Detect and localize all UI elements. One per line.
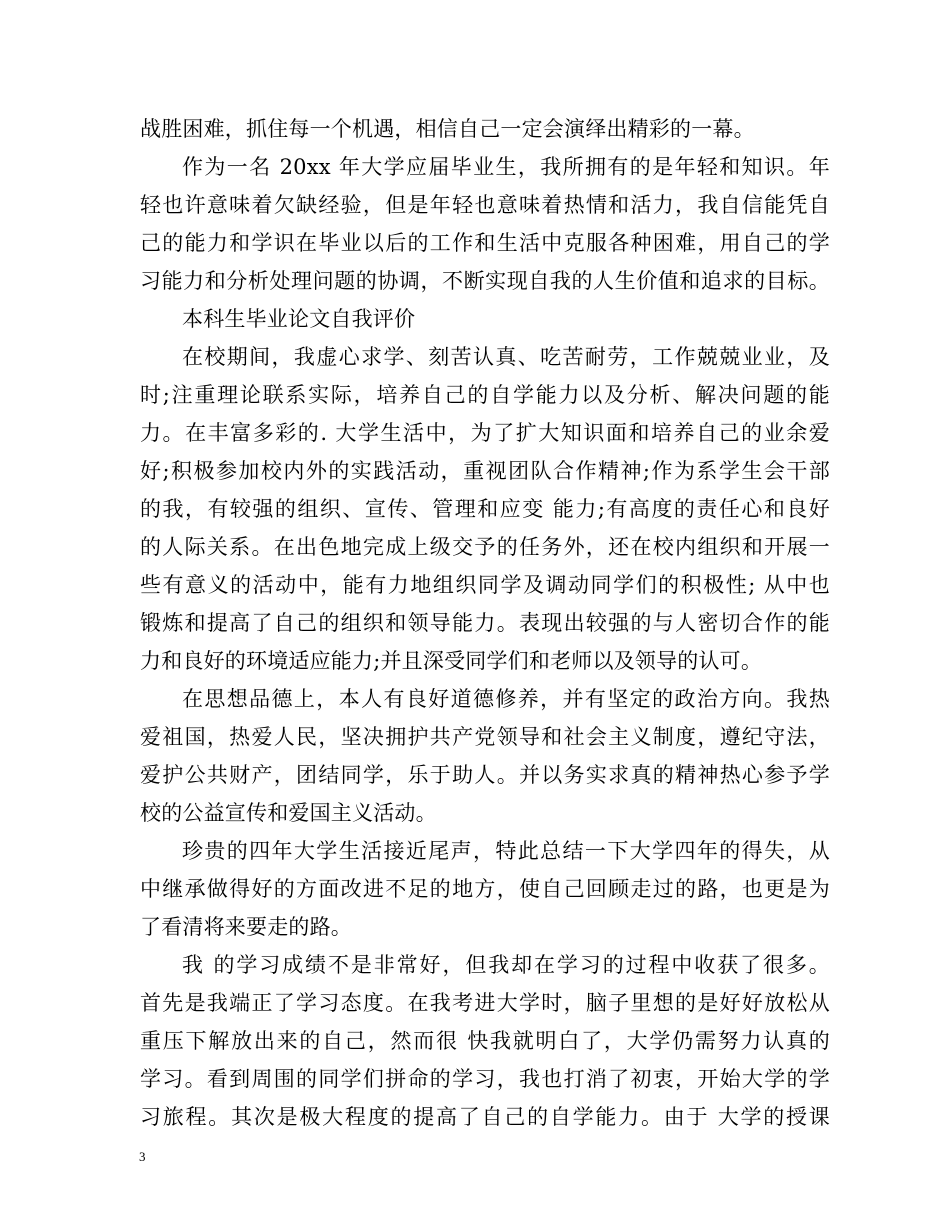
text-line: 校的公益宣传和爱国主义活动。 bbox=[140, 801, 437, 825]
text-line: 在思想品德上，本人有良好道德修养，并有坚定的政治方向。我热 bbox=[182, 687, 830, 711]
text-line: 珍贵的四年大学生活接近尾声，特此总结一下大学四年的得失，从 bbox=[182, 839, 830, 863]
text-line: 习能力和分析处理问题的协调，不断实现自我的人生价值和追求的目标。 bbox=[140, 269, 830, 293]
text-line: 些有意义的活动中，能有力地组织同学及调动同学们的积极性; 从中也 bbox=[140, 573, 830, 597]
section-heading: 本科生毕业论文自我评价 bbox=[182, 307, 416, 331]
text-line: 时;注重理论联系实际，培养自己的自学能力以及分析、解决问题的能 bbox=[140, 383, 830, 407]
text-line: 我 的学习成绩不是非常好，但我却在学习的过程中收获了很多。 bbox=[182, 953, 830, 977]
text-line: 的人际关系。在出色地完成上级交予的任务外，还在校内组织和开展一 bbox=[140, 535, 830, 559]
text-line: 习旅程。其次是极大程度的提高了自己的自学能力。由于 大学的授课 bbox=[140, 1105, 830, 1129]
text-line: 己的能力和学识在毕业以后的工作和生活中克服各种困难，用自己的学 bbox=[140, 231, 830, 255]
text-line: 的我，有较强的组织、宣传、管理和应变 能力;有高度的责任心和良好 bbox=[140, 497, 830, 521]
text-line: 战胜困难，抓住每一个机遇，相信自己一定会演绎出精彩的一幕。 bbox=[140, 117, 755, 141]
text-line: 学习。看到周围的同学们拼命的学习，我也打消了初衷，开始大学的学 bbox=[140, 1067, 830, 1091]
text-line: 爱祖国，热爱人民，坚决拥护共产党领导和社会主义制度，遵纪守法， bbox=[140, 725, 830, 749]
text-line: 作为一名 20xx 年大学应届毕业生，我所拥有的是年轻和知识。年 bbox=[182, 155, 830, 179]
text-line: 轻也许意味着欠缺经验，但是年轻也意味着热情和活力，我自信能凭自 bbox=[140, 193, 830, 217]
text-line: 好;积极参加校内外的实践活动，重视团队合作精神;作为系学生会干部 bbox=[140, 459, 830, 483]
text-line: 在校期间，我虚心求学、刻苦认真、吃苦耐劳，工作兢兢业业，及 bbox=[182, 345, 830, 369]
text-line: 爱护公共财产，团结同学，乐于助人。并以务实求真的精神热心参予学 bbox=[140, 763, 830, 787]
page-number: 3 bbox=[139, 1149, 146, 1164]
text-line: 力和良好的环境适应能力;并且深受同学们和老师以及领导的认可。 bbox=[140, 649, 763, 673]
text-line: 力。在丰富多彩的. 大学生活中，为了扩大知识面和培养自己的业余爱 bbox=[140, 421, 830, 445]
text-line: 锻炼和提高了自己的组织和领导能力。表现出较强的与人密切合作的能 bbox=[140, 611, 830, 635]
text-line: 重压下解放出来的自己，然而很 快我就明白了，大学仍需努力认真的 bbox=[140, 1029, 830, 1053]
text-line: 中继承做得好的方面改进不足的地方，使自己回顾走过的路，也更是为 bbox=[140, 877, 830, 901]
text-line: 首先是我端正了学习态度。在我考进大学时，脑子里想的是好好放松从 bbox=[140, 991, 830, 1015]
text-line: 了看清将来要走的路。 bbox=[140, 915, 352, 939]
